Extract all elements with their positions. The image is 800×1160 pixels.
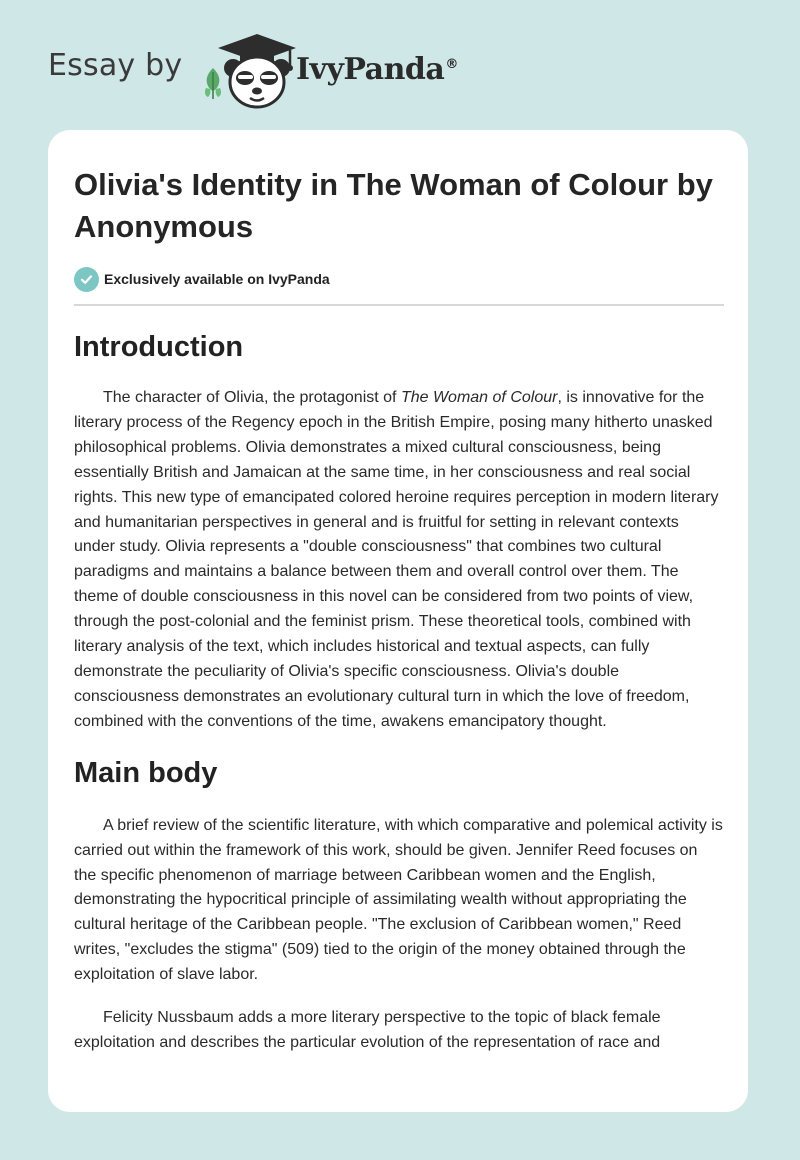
exclusive-badge <box>74 266 724 292</box>
brand-name: IvyPanda® <box>296 52 458 87</box>
section-heading-introduction: Introduction <box>74 331 244 363</box>
site-header <box>48 28 548 112</box>
check-circle-icon <box>74 267 99 292</box>
essay-card <box>48 130 748 1112</box>
paragraph-main-body-1: A brief review of the scientific literature, with which comparative and polemical activity is carried out within the framework of this work, should be given. Jennifer Reed focuses on the specific phenomenon of marriage between Caribbean women and the English, demonstrating the hypocritical principle of assimilating wealth without appropriating the cultural heritage of the Caribbean people. "The exclusion of Caribbean women," Reed writes, "excludes the stigma" (509) tied to the origin of the money obtained through the exploitation of slave labor. <box>74 816 723 984</box>
panda-graduation-cap-logo <box>216 32 298 110</box>
essay-content <box>74 164 724 1056</box>
essay-title: Olivia's Identity in The Woman of Colour by Anonymous <box>74 167 713 244</box>
essay-by-label: Essay by <box>48 48 183 83</box>
divider <box>74 304 724 306</box>
section-heading-main-body: Main body <box>74 756 218 789</box>
badge-text: Exclusively available on IvyPanda <box>104 271 330 287</box>
paragraph-main-body-2: Felicity Nussbaum adds a more literary perspective to the topic of black female exploitation and describes the particular evolution of the representation of race and <box>74 1009 661 1051</box>
paragraph-introduction: The character of Olivia, the protagonist of The Woman of Colour, is innovative for the literary process of the Regency epoch in the British Empire, posing many hitherto unasked philosophical problems. Olivia demonstrates a mixed cultural consciousness, being essentially British and Jamaican at the same time, in her consciousness and real social rights. This new type of emancipated colored heroine requires perception in modern literary and humanitarian perspectives in general and is fruitful for setting in relevant contexts under study. Olivia represents a "double consciousness" that combines two cultural paradigms and maintains a balance between them and overall control over them. The theme of double consciousness in this novel can be considered from two points of view, through the post-colonial and the feminist prism. These theoretical tools, combined with literary analysis of the text, which includes historical and textual aspects, can fully demonstrate the peculiarity of Olivia's specific consciousness. Olivia's double consciousness demonstrates an evolutionary cultural turn in which the love of freedom, combined with the conventions of the time, awakens emancipatory thought. <box>74 389 719 730</box>
